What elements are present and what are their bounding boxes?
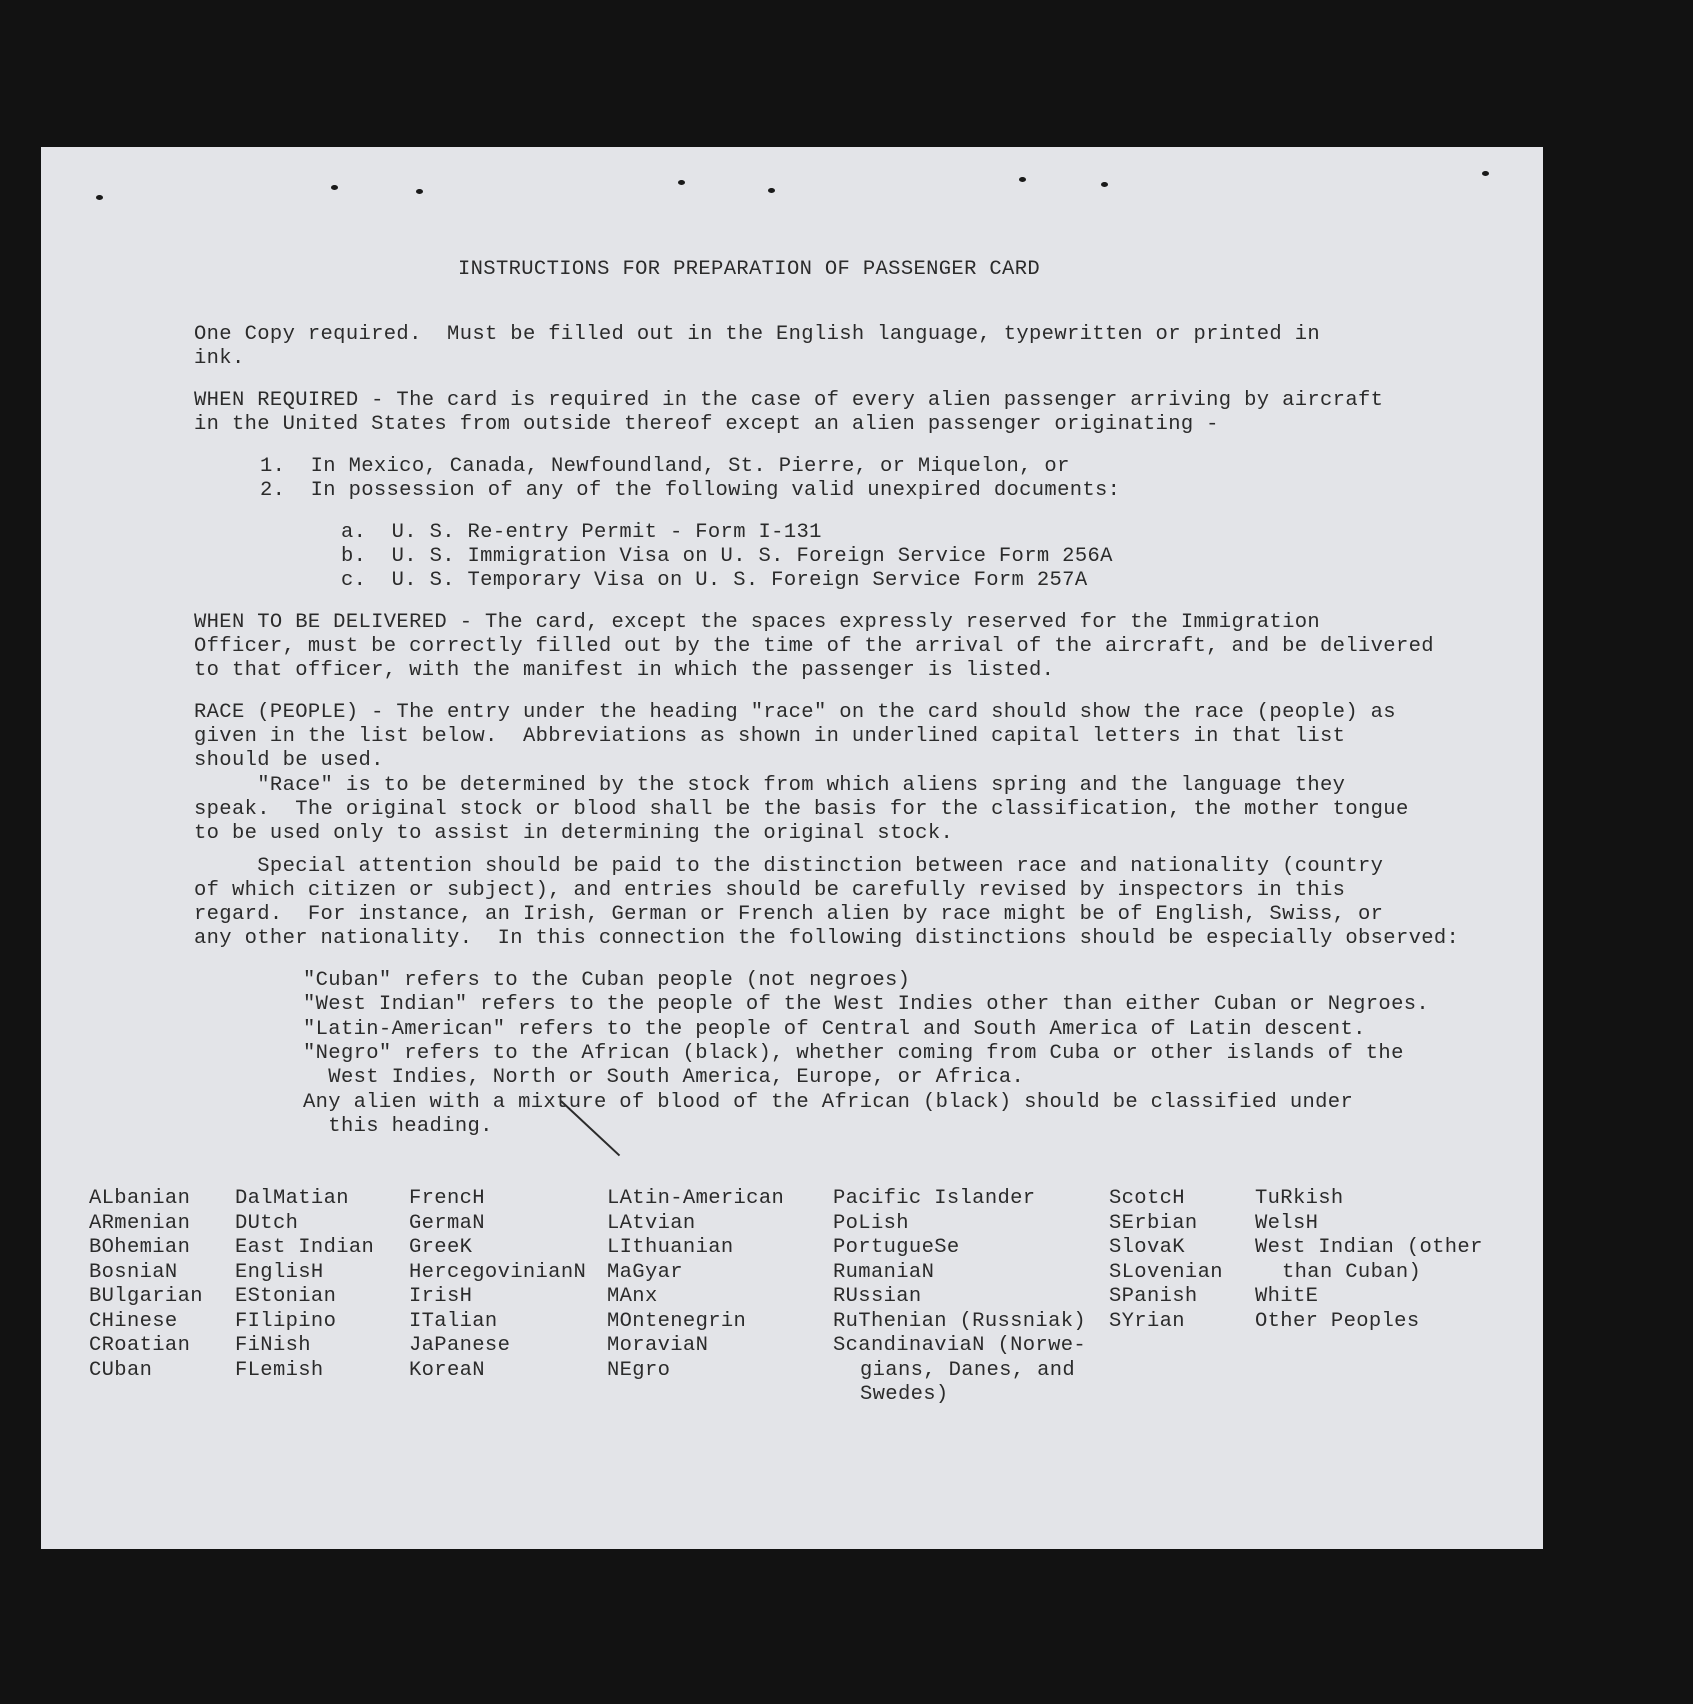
lettered-item: c. U. S. Temporary Visa on U. S. Foreign Service Form 257A — [341, 569, 1088, 592]
race-entry: SErbian — [1109, 1211, 1198, 1235]
race-entry: SlovaK — [1109, 1236, 1185, 1259]
race-entry: IrisH — [409, 1285, 473, 1308]
race-entry: BOhemian — [89, 1236, 191, 1259]
race-list-column — [1109, 1187, 1223, 1334]
race-entry: SPanish — [1109, 1285, 1198, 1308]
race-entry: ScandinaviaN (Norwe- — [833, 1334, 1087, 1357]
distinction-line: "Latin-American" refers to the people of Central and South America of Latin descent. — [303, 1018, 1366, 1041]
race-entry: East Indian — [235, 1236, 375, 1259]
race-line: to be used only to assist in determining the original stock. — [194, 822, 954, 845]
race-entry: DUtch — [235, 1211, 299, 1235]
ink-speck — [768, 188, 775, 193]
race-line: "Race" is to be determined by the stock from which aliens spring and the language they — [194, 774, 1346, 797]
lettered-item: a. U. S. Re-entry Permit - Form I-131 — [341, 521, 822, 544]
race-entry: CUban — [89, 1358, 153, 1382]
race-line: should be used. — [194, 749, 384, 772]
race-list-column — [833, 1187, 1086, 1408]
distinction-line: Any alien with a mixture of blood of the African (black) should be classified under — [303, 1091, 1354, 1114]
race-entry: PoLish — [833, 1211, 909, 1235]
distinction-line: "Negro" refers to the African (black), whether coming from Cuba or other islands of the — [303, 1042, 1404, 1065]
race-entry: MoraviaN — [607, 1334, 709, 1357]
race-line: given in the list below. Abbreviations as shown in underlined capital letters in that list — [194, 725, 1346, 748]
race-entry: LIthuanian — [607, 1236, 734, 1259]
race-entry: KoreaN — [409, 1358, 485, 1382]
race-entry: ITalian — [409, 1309, 498, 1333]
race-entry: West Indian (other — [1255, 1236, 1483, 1259]
distinction-line: "West Indian" refers to the people of the West Indies other than either Cuban or Negroes. — [303, 993, 1430, 1016]
special-line: regard. For instance, an Irish, German or French alien by race might be of English, Swiss, or — [194, 903, 1384, 926]
race-entry: ARmenian — [89, 1211, 191, 1235]
lettered-item: b. U. S. Immigration Visa on U. S. Foreign Service Form 256A — [341, 545, 1113, 568]
race-entry: Pacific Islander — [833, 1187, 1036, 1210]
race-entry: ScotcH — [1109, 1187, 1185, 1210]
race-list-column — [607, 1187, 784, 1383]
race-entry: LAtvian — [607, 1211, 696, 1235]
race-entry: RuThenian (Russniak) — [833, 1309, 1087, 1333]
race-entry: WhitE — [1255, 1285, 1319, 1308]
distinction-line: "Cuban" refers to the Cuban people (not negroes) — [303, 969, 911, 992]
ink-speck — [1019, 177, 1026, 182]
race-list-column — [235, 1187, 374, 1383]
race-entry: EStonian — [235, 1285, 337, 1308]
race-entry: RUssian — [833, 1285, 922, 1308]
intro-line: ink. — [194, 347, 245, 370]
race-entry: FLemish — [235, 1358, 324, 1382]
race-entry: FiNish — [235, 1334, 311, 1357]
race-entry: MAnx — [607, 1285, 658, 1308]
ink-speck — [416, 189, 423, 194]
race-entry: NEgro — [607, 1358, 671, 1382]
race-entry: RumaniaN — [833, 1260, 935, 1284]
race-entry: TuRkish — [1255, 1187, 1344, 1210]
special-line: of which citizen or subject), and entries should be carefully revised by inspectors in this — [194, 879, 1346, 902]
race-entry: gians, Danes, and — [860, 1358, 1076, 1382]
ink-speck — [96, 195, 103, 200]
special-line: Special attention should be paid to the distinction between race and nationality (country — [194, 855, 1384, 878]
when-delivered-line: WHEN TO BE DELIVERED - The card, except the spaces expressly reserved for the Immigration — [194, 611, 1321, 634]
when-delivered-line: Officer, must be correctly filled out by the time of the arrival of the aircraft, and be delivered — [194, 635, 1434, 658]
race-entry: FIlipino — [235, 1309, 337, 1333]
race-entry: GermaN — [409, 1211, 485, 1235]
race-entry: Swedes) — [860, 1383, 949, 1406]
race-entry: SLovenian — [1109, 1260, 1223, 1284]
race-entry: HercegovinianN — [409, 1260, 587, 1284]
ink-speck — [1482, 171, 1489, 176]
race-entry: CHinese — [89, 1309, 178, 1333]
ink-speck — [331, 185, 338, 190]
ink-speck — [1101, 182, 1108, 187]
distinction-line: West Indies, North or South America, Europe, or Africa. — [303, 1066, 1025, 1089]
race-entry: EnglisH — [235, 1260, 324, 1284]
race-entry: SYrian — [1109, 1309, 1185, 1333]
when-delivered-line: to that officer, with the manifest in which the passenger is listed. — [194, 659, 1055, 682]
race-list-column — [1255, 1187, 1483, 1334]
race-entry: MOntenegrin — [607, 1309, 747, 1333]
race-entry: ALbanian — [89, 1187, 191, 1210]
race-list-column — [409, 1187, 586, 1383]
race-line: speak. The original stock or blood shall be the basis for the classification, the mother tongue — [194, 798, 1409, 821]
race-entry: MaGyar — [607, 1260, 683, 1284]
numbered-item: 2. In possession of any of the following valid unexpired documents: — [260, 479, 1121, 502]
race-entry: BosniaN — [89, 1260, 178, 1284]
race-entry: DalMatian — [235, 1187, 349, 1210]
special-line: any other nationality. In this connection the following distinctions should be especially observed: — [194, 927, 1460, 950]
race-entry: CRoatian — [89, 1334, 191, 1357]
race-entry: JaPanese — [409, 1334, 511, 1357]
race-entry: FrencH — [409, 1187, 485, 1210]
document-page — [41, 147, 1543, 1549]
race-entry: Other Peoples — [1255, 1309, 1420, 1333]
intro-line: One Copy required. Must be filled out in the English language, typewritten or printed in — [194, 323, 1321, 346]
race-entry: than Cuban) — [1282, 1260, 1422, 1284]
race-entry: LAtin-American — [607, 1187, 785, 1210]
distinction-line: this heading. — [303, 1115, 493, 1138]
ink-speck — [678, 180, 685, 185]
race-entry: BUlgarian — [89, 1285, 203, 1308]
race-entry: GreeK — [409, 1236, 473, 1259]
when-required-line: in the United States from outside thereof except an alien passenger originating - — [194, 413, 1219, 436]
race-entry: WelsH — [1255, 1211, 1319, 1235]
when-required-line: WHEN REQUIRED - The card is required in the case of every alien passenger arriving by aircraft — [194, 389, 1384, 412]
numbered-item: 1. In Mexico, Canada, Newfoundland, St. Pierre, or Miquelon, or — [260, 455, 1070, 478]
race-line: RACE (PEOPLE) - The entry under the heading "race" on the card should show the race (people) as — [194, 701, 1396, 724]
race-list-column — [89, 1187, 203, 1383]
document-title: INSTRUCTIONS FOR PREPARATION OF PASSENGER CARD — [458, 258, 1040, 281]
race-entry: PortugueSe — [833, 1236, 960, 1259]
